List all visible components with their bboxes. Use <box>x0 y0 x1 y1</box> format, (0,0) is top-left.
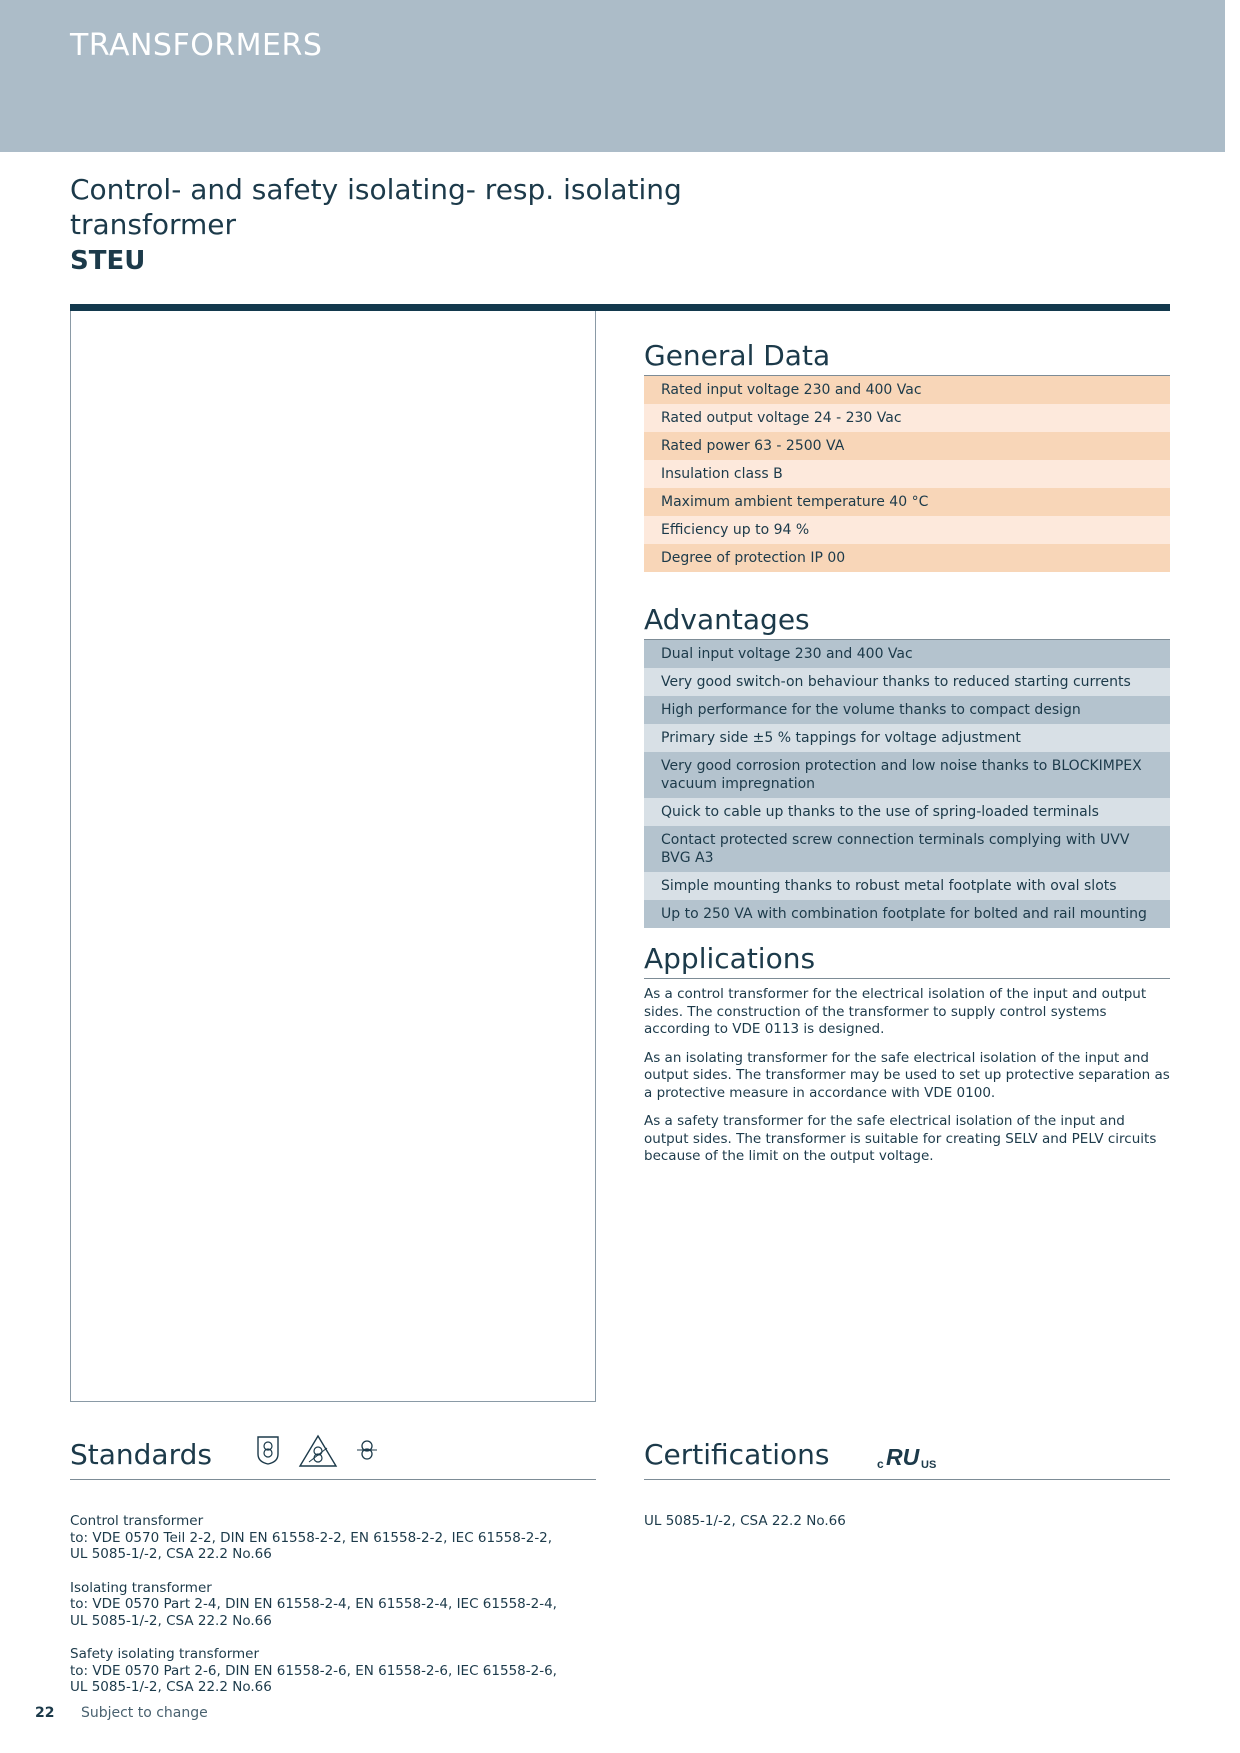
application-paragraph: As a safety transformer for the safe electrical isolation of the input and output sides. The transformer is suitable for creating SELV and PELV circuits because of the limit on the output voltage. <box>644 1113 1157 1164</box>
standard-block <box>70 1646 596 1696</box>
control-transformer-symbol-icon <box>355 1434 379 1475</box>
general-data-section <box>644 339 1170 572</box>
advantage-item: Quick to cable up thanks to the use of spring-loaded terminals <box>644 798 1170 826</box>
advantages-list <box>644 640 1170 928</box>
standard-line: UL 5085-1/-2, CSA 22.2 No.66 <box>70 1679 272 1695</box>
general-data-item: Rated power 63 - 2500 VA <box>644 432 1170 460</box>
standard-line: to: VDE 0570 Teil 2-2, DIN EN 61558-2-2, EN 61558-2-2, IEC 61558-2-2, <box>70 1529 553 1546</box>
product-model: STEU <box>70 246 146 276</box>
advantage-item: Simple mounting thanks to robust metal footplate with oval slots <box>644 872 1170 900</box>
standard-block <box>70 1513 596 1563</box>
advantage-item: Dual input voltage 230 and 400 Vac <box>644 640 1170 668</box>
standard-line: UL 5085-1/-2, CSA 22.2 No.66 <box>70 1612 272 1629</box>
standards-icons <box>255 1434 387 1477</box>
standards-section <box>70 1437 596 1713</box>
advantages-heading: Advantages <box>644 603 1170 640</box>
advantages-section <box>644 603 1170 928</box>
general-data-heading: General Data <box>644 339 1170 376</box>
header-band <box>0 0 1225 152</box>
general-data-item: Degree of protection IP 00 <box>644 544 1170 572</box>
general-data-item: Maximum ambient temperature 40 °C <box>644 488 1170 516</box>
applications-heading: Applications <box>644 942 1170 979</box>
general-data-list <box>644 376 1170 572</box>
standard-line: to: VDE 0570 Part 2-4, DIN EN 61558-2-4, EN 61558-2-4, IEC 61558-2-4, <box>70 1596 557 1612</box>
general-data-item: Rated input voltage 230 and 400 Vac <box>644 376 1170 404</box>
category-heading: TRANSFORMERS <box>70 28 323 63</box>
ul-logo-mark: RU <box>886 1446 920 1470</box>
certifications-heading: Certifications <box>644 1438 830 1471</box>
ul-logo-c: c <box>877 1457 884 1471</box>
standards-heading: Standards <box>70 1438 212 1471</box>
general-data-item: Efficiency up to 94 % <box>644 516 1170 544</box>
general-data-item: Insulation class B <box>644 460 1170 488</box>
standard-title: Control transformer <box>70 1513 204 1529</box>
title-line-2: transformer <box>70 208 237 241</box>
advantage-item: High performance for the volume thanks to compact design <box>644 696 1170 724</box>
application-paragraph: As a control transformer for the electrical isolation of the input and output sides. The construction of the transformer to supply control systems according to VDE 0113 is designed. <box>644 986 1147 1037</box>
top-divider <box>70 304 1170 311</box>
ul-certification-logo-icon <box>876 1445 942 1481</box>
advantage-item: Primary side ±5 % tappings for voltage adjustment <box>644 724 1170 752</box>
page-footer <box>35 1705 208 1721</box>
standard-title: Safety isolating transformer <box>70 1646 260 1662</box>
certifications-header <box>644 1437 1170 1480</box>
standards-list <box>70 1513 596 1696</box>
standard-block <box>70 1580 596 1630</box>
advantage-item: Very good corrosion protection and low noise thanks to BLOCKIMPEX vacuum impregnation <box>644 752 1170 798</box>
safety-transformer-symbol-icon <box>255 1434 281 1475</box>
standard-line: to: VDE 0570 Part 2-6, DIN EN 61558-2-6, EN 61558-2-6, IEC 61558-2-6, <box>70 1662 557 1679</box>
standard-line: UL 5085-1/-2, CSA 22.2 No.66 <box>70 1546 272 1562</box>
certifications-text: UL 5085-1/-2, CSA 22.2 No.66 <box>644 1513 846 1529</box>
standards-header <box>70 1437 596 1480</box>
advantage-item: Very good switch-on behaviour thanks to reduced starting currents <box>644 668 1170 696</box>
general-data-item: Rated output voltage 24 - 230 Vac <box>644 404 1170 432</box>
advantage-item: Contact protected screw connection terminals complying with UVV BVG A3 <box>644 826 1170 872</box>
advantage-item: Up to 250 VA with combination footplate for bolted and rail mounting <box>644 900 1170 928</box>
application-paragraph: As an isolating transformer for the safe electrical isolation of the input and output sides. The transformer may be used to set up protective separation as a protective measure in accordance with VDE 0100. <box>644 1049 1170 1101</box>
ul-logo-us: US <box>921 1459 937 1471</box>
standard-title: Isolating transformer <box>70 1579 212 1596</box>
footer-note: Subject to change <box>80 1705 208 1721</box>
certifications-section <box>644 1437 1170 1530</box>
applications-section <box>644 942 1170 1177</box>
isolating-transformer-triangle-icon <box>298 1434 338 1477</box>
page-number: 22 <box>35 1705 55 1721</box>
product-image-frame <box>70 311 596 1402</box>
product-title <box>70 172 690 242</box>
title-line-1: Control- and safety isolating- resp. isolating <box>70 173 682 206</box>
